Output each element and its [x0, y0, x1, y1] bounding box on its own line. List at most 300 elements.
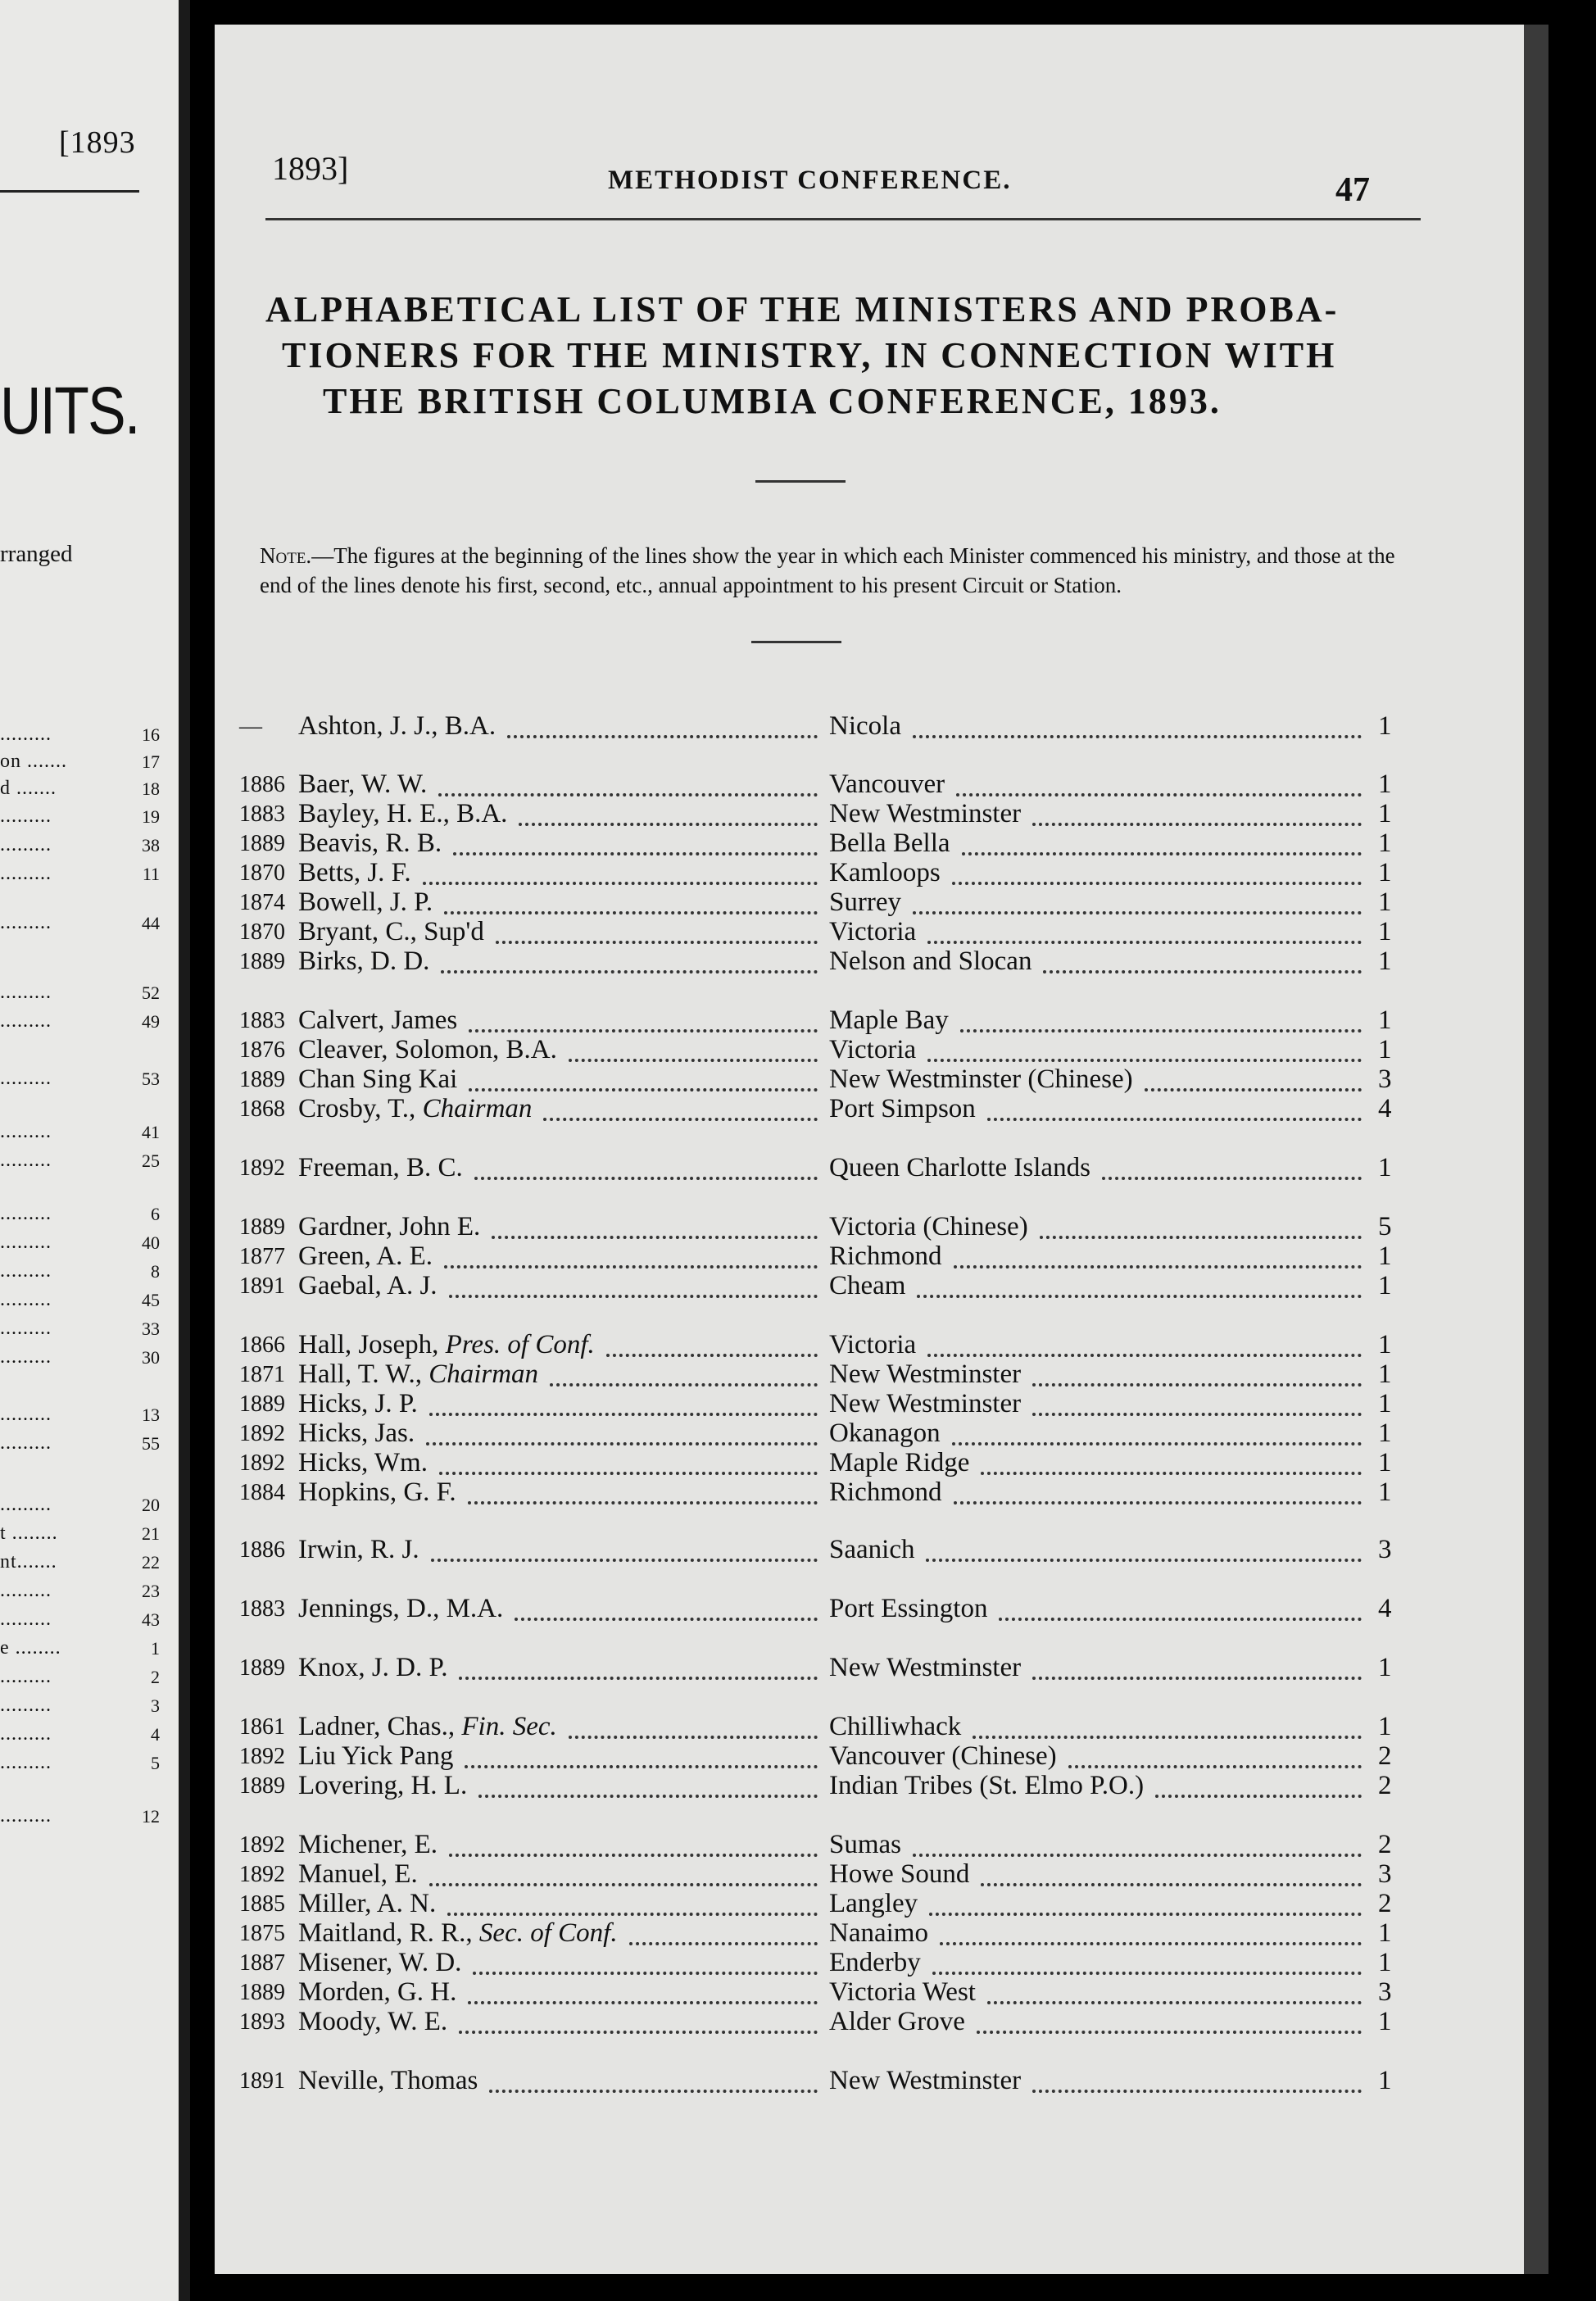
entry-office-title: Fin. Sec.: [461, 1712, 557, 1741]
entry-name-group: [298, 1241, 433, 1272]
left-page-index-number: 25: [142, 1150, 160, 1171]
entry-station: Port Essington: [829, 1594, 988, 1623]
leader-dots: [999, 1618, 1362, 1621]
entry-name-group: [298, 1889, 436, 1919]
left-page-index-row: [0, 803, 176, 828]
entry-year: 1889: [239, 1980, 285, 2005]
left-page-index-text: .........: [0, 1432, 52, 1454]
entry-appointment-number: 1: [1378, 1359, 1392, 1389]
left-page-index-row: [0, 775, 176, 800]
entry-name-group: [298, 1094, 532, 1124]
entry-name-group: [298, 858, 411, 888]
entry-year: 1889: [239, 949, 285, 974]
entry-station: Queen Charlotte Islands: [829, 1153, 1090, 1182]
left-page-index-text: .........: [0, 1068, 52, 1089]
entry-name: Gaebal, A. J.: [298, 1271, 438, 1300]
left-page-index-text: .........: [0, 1580, 52, 1601]
minister-entry: [239, 1268, 1403, 1303]
leader-dots: [507, 735, 818, 738]
entry-station: New Westminster (Chinese): [829, 1064, 1133, 1094]
minister-entry: [239, 1650, 1403, 1685]
entry-station: Langley: [829, 1889, 918, 1918]
leader-dots: [543, 1118, 818, 1121]
left-page-index-row: [0, 1287, 176, 1311]
entry-station: Victoria: [829, 1035, 917, 1064]
entry-year: 1886: [239, 772, 285, 797]
entry-name-group: [298, 1064, 457, 1095]
entry-year: 1883: [239, 1008, 285, 1033]
entry-name: Knox, J. D. P.: [298, 1653, 448, 1682]
left-page-index-number: 17: [142, 751, 160, 772]
entry-appointment-number: 1: [1378, 1653, 1392, 1682]
entry-station: Richmond: [829, 1241, 942, 1271]
entry-station: Nelson and Slocan: [829, 946, 1032, 976]
entry-name: Baer, W. W.: [298, 769, 428, 799]
entry-office-title: Pres. of Conf.: [445, 1330, 595, 1359]
entry-station: Maple Bay: [829, 1005, 949, 1035]
minister-entry: [239, 1768, 1403, 1803]
entry-year: 1885: [239, 1891, 285, 1917]
leader-dots: [1102, 1177, 1362, 1180]
entry-year: 1866: [239, 1332, 285, 1358]
leader-dots: [977, 2031, 1362, 2034]
entry-name-group: [298, 1535, 419, 1565]
entry-name: Hicks, Jas.: [298, 1418, 415, 1448]
main-page: [215, 25, 1542, 2274]
entry-name-group: [298, 828, 442, 859]
entry-appointment-number: 4: [1378, 1094, 1392, 1123]
left-page-index-number: 16: [142, 724, 160, 745]
entry-name-group: [298, 1859, 418, 1890]
entry-name-group: [298, 946, 429, 977]
entry-name: Moody, W. E.: [298, 2007, 448, 2036]
entry-name-group: [298, 1448, 428, 1478]
left-page-index-row: [0, 1692, 176, 1717]
entry-name-group: [298, 1330, 595, 1360]
entry-name: Hicks, J. P.: [298, 1389, 418, 1418]
left-page-index-number: 5: [151, 1753, 160, 1773]
entry-year: 1887: [239, 1950, 285, 1976]
left-page-index-text: .........: [0, 863, 52, 884]
left-page-index-text: .........: [0, 806, 52, 827]
entry-appointment-number: 4: [1378, 1594, 1392, 1623]
entry-year: 1886: [239, 1537, 285, 1563]
leader-dots: [913, 735, 1362, 738]
entry-appointment-number: 3: [1378, 1064, 1392, 1094]
entry-year: 1876: [239, 1037, 285, 1063]
entry-name: Beavis, R. B.: [298, 828, 442, 858]
entry-name: Hicks, Wm.: [298, 1448, 428, 1477]
entry-appointment-number: 1: [1378, 1271, 1392, 1300]
entry-station: Vancouver: [829, 769, 945, 799]
entry-appointment-number: 1: [1378, 887, 1392, 917]
leader-dots: [1032, 2090, 1362, 2093]
left-page-index-number: 43: [142, 1609, 160, 1630]
left-page-index-number: 1: [151, 1638, 160, 1659]
left-page-index-text: nt.......: [0, 1551, 57, 1573]
left-page-index-text: .........: [0, 1723, 52, 1745]
left-page-index-number: 12: [142, 1806, 160, 1827]
entry-appointment-number: 1: [1378, 1005, 1392, 1035]
left-page-index-row: [0, 1721, 176, 1745]
title-divider: [755, 480, 846, 483]
entry-name: Cleaver, Solomon, B.A.: [298, 1035, 557, 1064]
left-page-index-text: .........: [0, 724, 52, 745]
entry-appointment-number: 2: [1378, 1830, 1392, 1859]
running-header-title: METHODIST CONFERENCE.: [608, 166, 1012, 195]
entry-name-group: [298, 1918, 618, 1949]
entry-station: Nanaimo: [829, 1918, 928, 1948]
entry-year: 1889: [239, 1214, 285, 1240]
entry-name-group: [298, 1271, 438, 1301]
entry-name-group: [298, 2066, 478, 2096]
entry-name: Manuel, E.: [298, 1859, 418, 1889]
entry-appointment-number: 1: [1378, 828, 1392, 858]
left-page-index-number: 23: [142, 1581, 160, 1601]
entry-station: Kamloops: [829, 858, 941, 887]
entry-year: 1889: [239, 1655, 285, 1681]
entry-name-group: [298, 1005, 457, 1036]
left-page-index-number: 3: [151, 1695, 160, 1716]
entry-name: Ashton, J. J., B.A.: [298, 711, 496, 741]
left-page-index-number: 20: [142, 1495, 160, 1515]
entry-name-group: [298, 887, 433, 918]
entry-name-group: [298, 1830, 438, 1860]
left-page-index-row: [0, 1229, 176, 1254]
entry-name-group: [298, 917, 484, 947]
entry-station: New Westminster: [829, 2066, 1022, 2095]
entry-year: 1870: [239, 860, 285, 886]
entry-name: Bayley, H. E., B.A.: [298, 799, 508, 828]
entry-name: Morden, G. H.: [298, 1977, 457, 2007]
header-rule: [265, 218, 1421, 220]
entry-name-group: [298, 1212, 480, 1242]
note-text: —The figures at the beginning of the lines show the year in which each Minister commenced his ministry, and those at the end of the lines denote his first, second, etc., annual appointment to his present Circuit or Station.: [260, 543, 1395, 597]
entry-office-title: Chairman: [422, 1094, 533, 1123]
minister-entry: [239, 944, 1403, 978]
left-page-index-row: [0, 1750, 176, 1774]
list-title-line: TIONERS FOR THE MINISTRY, IN CONNECTION WITH: [282, 335, 1337, 375]
entry-appointment-number: 1: [1378, 769, 1392, 799]
left-page-index-row: [0, 860, 176, 885]
left-page-index-row: [0, 1258, 176, 1282]
leader-dots: [1043, 970, 1362, 974]
running-header-year: 1893]: [272, 150, 349, 187]
entry-station: Maple Ridge: [829, 1448, 970, 1477]
minister-entry: [239, 1475, 1403, 1509]
left-page-index-text: .........: [0, 1666, 52, 1687]
left-page-index-number: 4: [151, 1724, 160, 1745]
entry-name: Ladner, Chas.,: [298, 1712, 456, 1741]
left-page-index-number: 41: [142, 1122, 160, 1142]
left-page-arranged-text: rranged: [0, 541, 73, 567]
left-page-index-text: d .......: [0, 778, 57, 799]
entry-name-group: [298, 1594, 503, 1624]
entry-year: 1892: [239, 1450, 285, 1476]
entry-appointment-number: 1: [1378, 858, 1392, 887]
left-page-index-row: [0, 1663, 176, 1688]
leader-dots: [474, 1177, 818, 1180]
entry-year: 1889: [239, 1391, 285, 1417]
left-page-index-text: .........: [0, 1404, 52, 1425]
entry-appointment-number: 1: [1378, 1330, 1392, 1359]
entry-name-group: [298, 1653, 447, 1683]
left-page-index-text: on .......: [0, 751, 67, 772]
entry-year: 1889: [239, 1067, 285, 1092]
leader-dots: [441, 970, 818, 974]
entry-year: 1891: [239, 1273, 285, 1299]
entry-station: New Westminster: [829, 799, 1022, 828]
entry-office-title: Chairman: [428, 1359, 539, 1389]
left-page-index-text: .........: [0, 982, 52, 1003]
left-page-index-row: [0, 910, 176, 934]
entry-year: 1874: [239, 890, 285, 915]
left-page-index-text: .........: [0, 912, 52, 933]
entry-appointment-number: 1: [1378, 2066, 1392, 2095]
entry-appointment-number: 1: [1378, 1153, 1392, 1182]
entry-name: Misener, W. D.: [298, 1948, 462, 1977]
list-title-line: THE BRITISH COLUMBIA CONFERENCE, 1893.: [323, 381, 1222, 421]
left-page-index-number: 55: [142, 1433, 160, 1454]
left-page-index-text: .........: [0, 1203, 52, 1224]
entry-name-group: [298, 799, 507, 829]
left-page-index-row: [0, 979, 176, 1004]
minister-entry: [239, 2063, 1403, 2098]
entry-appointment-number: 1: [1378, 1712, 1392, 1741]
entry-appointment-number: 1: [1378, 1918, 1392, 1948]
left-page-index-number: 2: [151, 1667, 160, 1687]
left-page-index-row: [0, 1549, 176, 1573]
left-page-index-row: [0, 748, 176, 773]
left-page-index-text: .........: [0, 1232, 52, 1253]
entry-station: Okanagon: [829, 1418, 941, 1448]
left-page-index-text: .........: [0, 1494, 52, 1515]
entry-name: Lovering, H. L.: [298, 1771, 468, 1800]
entry-appointment-number: 3: [1378, 1859, 1392, 1889]
left-page-index-number: 21: [142, 1523, 160, 1544]
left-page-index-text: e ........: [0, 1637, 61, 1659]
entry-name-group: [298, 1035, 557, 1065]
minister-entry: [239, 1150, 1403, 1185]
left-page-index-text: .........: [0, 834, 52, 856]
entry-name: Chan Sing Kai: [298, 1064, 458, 1094]
entry-name: Bowell, J. P.: [298, 887, 433, 917]
entry-name: Jennings, D., M.A.: [298, 1594, 504, 1623]
entry-appointment-number: 1: [1378, 917, 1392, 946]
entry-appointment-number: 1: [1378, 946, 1392, 976]
entry-year: 1892: [239, 1832, 285, 1858]
left-page-index-row: [0, 1119, 176, 1143]
entry-appointment-number: 1: [1378, 799, 1392, 828]
entry-name: Maitland, R. R.,: [298, 1918, 473, 1948]
left-page-index-row: [0, 1008, 176, 1032]
entry-name-group: [298, 1359, 538, 1390]
note-label: Note.: [260, 543, 312, 568]
list-title-line: ALPHABETICAL LIST OF THE MINISTERS AND PROBA-: [265, 289, 1340, 329]
entry-year: 1892: [239, 1421, 285, 1446]
entry-station: Victoria (Chinese): [829, 1212, 1028, 1241]
entry-year: 1883: [239, 801, 285, 827]
entry-year: 1861: [239, 1714, 285, 1740]
left-page-index-text: .........: [0, 1150, 52, 1171]
entry-appointment-number: 1: [1378, 2007, 1392, 2036]
entry-year: 1883: [239, 1596, 285, 1622]
page-edge-shadow: [1524, 25, 1548, 2274]
leader-dots: [459, 2031, 818, 2034]
entry-station: Alder Grove: [829, 2007, 965, 2036]
left-page-index-row: [0, 1520, 176, 1545]
entry-name-group: [298, 1477, 456, 1508]
left-page-index-row: [0, 1606, 176, 1631]
entry-name-group: [298, 711, 496, 742]
entry-year: 1871: [239, 1362, 285, 1387]
entry-year: 1889: [239, 831, 285, 856]
entry-appointment-number: 1: [1378, 711, 1392, 741]
entry-station: Chilliwhack: [829, 1712, 962, 1741]
left-page-heading-fragment: UITS.: [0, 374, 139, 448]
entry-station: Cheam: [829, 1271, 906, 1300]
entry-year: 1892: [239, 1155, 285, 1181]
entry-name: Irwin, R. J.: [298, 1535, 419, 1564]
entry-name: Neville, Thomas: [298, 2066, 478, 2095]
entry-name: Hall, T. W.,: [298, 1359, 422, 1389]
entry-year: 1889: [239, 1773, 285, 1799]
entry-name: Green, A. E.: [298, 1241, 433, 1271]
entry-year: 1884: [239, 1480, 285, 1505]
page-number: 47: [1335, 171, 1370, 209]
entry-name: Miller, A. N.: [298, 1889, 437, 1918]
leader-dots: [459, 1677, 818, 1680]
left-page-index-row: [0, 1147, 176, 1172]
leader-dots: [954, 1501, 1362, 1504]
entry-station: Enderby: [829, 1948, 921, 1977]
minister-entry: [239, 2004, 1403, 2039]
left-page-index-text: .........: [0, 1695, 52, 1716]
entry-name-group: [298, 1948, 461, 1978]
entry-appointment-number: 3: [1378, 1535, 1392, 1564]
left-page-index-number: 38: [142, 835, 160, 856]
left-page-index-number: 6: [151, 1204, 160, 1224]
left-page-index-row: [0, 1430, 176, 1455]
left-page-index-row: [0, 1491, 176, 1516]
entry-year: 1868: [239, 1096, 285, 1122]
entry-station: Vancouver (Chinese): [829, 1741, 1057, 1771]
leader-dots: [1155, 1795, 1362, 1798]
entry-appointment-number: 2: [1378, 1889, 1392, 1918]
leader-dots: [468, 1501, 818, 1504]
entry-name-group: [298, 1741, 453, 1772]
left-page-index-text: .........: [0, 1010, 52, 1032]
entry-appointment-number: 2: [1378, 1771, 1392, 1800]
left-page-index-number: 44: [142, 913, 160, 933]
entry-station: Sumas: [829, 1830, 902, 1859]
entry-station: Victoria West: [829, 1977, 976, 2007]
leader-dots: [1032, 1677, 1362, 1680]
minister-entry: [239, 709, 1403, 743]
entry-name-group: [298, 1977, 456, 2008]
left-page-index-number: 13: [142, 1405, 160, 1425]
leader-dots: [478, 1795, 818, 1798]
left-page-index-number: 11: [142, 864, 160, 884]
left-page-index-number: 33: [142, 1318, 160, 1339]
entry-station: Victoria: [829, 1330, 917, 1359]
entry-name: Calvert, James: [298, 1005, 458, 1035]
entry-name: Birks, D. D.: [298, 946, 430, 976]
entry-name-group: [298, 769, 427, 800]
minister-entry: [239, 1532, 1403, 1567]
left-page-index-text: .........: [0, 1805, 52, 1827]
left-page-fragment: [0, 0, 190, 2301]
left-page-index-number: 49: [142, 1011, 160, 1032]
left-page-index-text: .........: [0, 1346, 52, 1368]
entry-station: Howe Sound: [829, 1859, 970, 1889]
leader-dots: [917, 1295, 1362, 1298]
note-paragraph: [260, 541, 1431, 600]
left-page-index-number: 40: [142, 1232, 160, 1253]
left-page-index-number: 22: [142, 1552, 160, 1573]
entry-name: Freeman, B. C.: [298, 1153, 463, 1182]
left-page-index-number: 19: [142, 806, 160, 827]
entry-name-group: [298, 1771, 467, 1801]
left-page-index-row: [0, 1803, 176, 1827]
entry-station: New Westminster: [829, 1359, 1022, 1389]
entry-name-group: [298, 1418, 415, 1449]
left-page-index-text: .........: [0, 1609, 52, 1630]
left-page-index-row: [0, 832, 176, 856]
entry-year: 1893: [239, 2009, 285, 2035]
entry-name: Hopkins, G. F.: [298, 1477, 456, 1507]
entry-station: Richmond: [829, 1477, 942, 1507]
entry-year: 1870: [239, 919, 285, 945]
entry-appointment-number: 1: [1378, 1477, 1392, 1507]
entry-name-group: [298, 1153, 463, 1183]
leader-dots: [515, 1618, 818, 1621]
left-page-index-number: 30: [142, 1347, 160, 1368]
list-title: [265, 287, 1429, 424]
left-page-header-year: [1893: [59, 125, 136, 160]
entry-station: New Westminster: [829, 1389, 1022, 1418]
leader-dots: [431, 1559, 818, 1562]
left-page-index-row: [0, 1344, 176, 1368]
left-page-index-row: [0, 1200, 176, 1225]
entry-name: Michener, E.: [298, 1830, 438, 1859]
left-page-index-text: .........: [0, 1289, 52, 1310]
entry-appointment-number: 2: [1378, 1741, 1392, 1771]
leader-dots: [449, 1295, 818, 1298]
entry-appointment-number: 1: [1378, 1035, 1392, 1064]
entry-name: Liu Yick Pang: [298, 1741, 454, 1771]
entry-appointment-number: 1: [1378, 1948, 1392, 1977]
entry-appointment-number: 5: [1378, 1212, 1392, 1241]
entry-name: Hall, Joseph,: [298, 1330, 439, 1359]
left-page-index-number: 45: [142, 1290, 160, 1310]
entry-year: 1891: [239, 2068, 285, 2094]
left-page-index-row: [0, 1065, 176, 1090]
entry-name: Bryant, C., Sup'd: [298, 917, 484, 946]
entry-station: Victoria: [829, 917, 917, 946]
left-page-index-number: 53: [142, 1069, 160, 1089]
entry-station: Saanich: [829, 1535, 915, 1564]
left-page-index-row: [0, 1577, 176, 1602]
entry-year: 1892: [239, 1862, 285, 1887]
left-page-index-row: [0, 721, 176, 746]
entry-name-group: [298, 1389, 418, 1419]
entry-appointment-number: 1: [1378, 1241, 1392, 1271]
entry-station: New Westminster: [829, 1653, 1022, 1682]
left-page-index-text: .........: [0, 1260, 52, 1282]
entry-station: Nicola: [829, 711, 901, 741]
left-page-index-text: t ........: [0, 1523, 58, 1544]
